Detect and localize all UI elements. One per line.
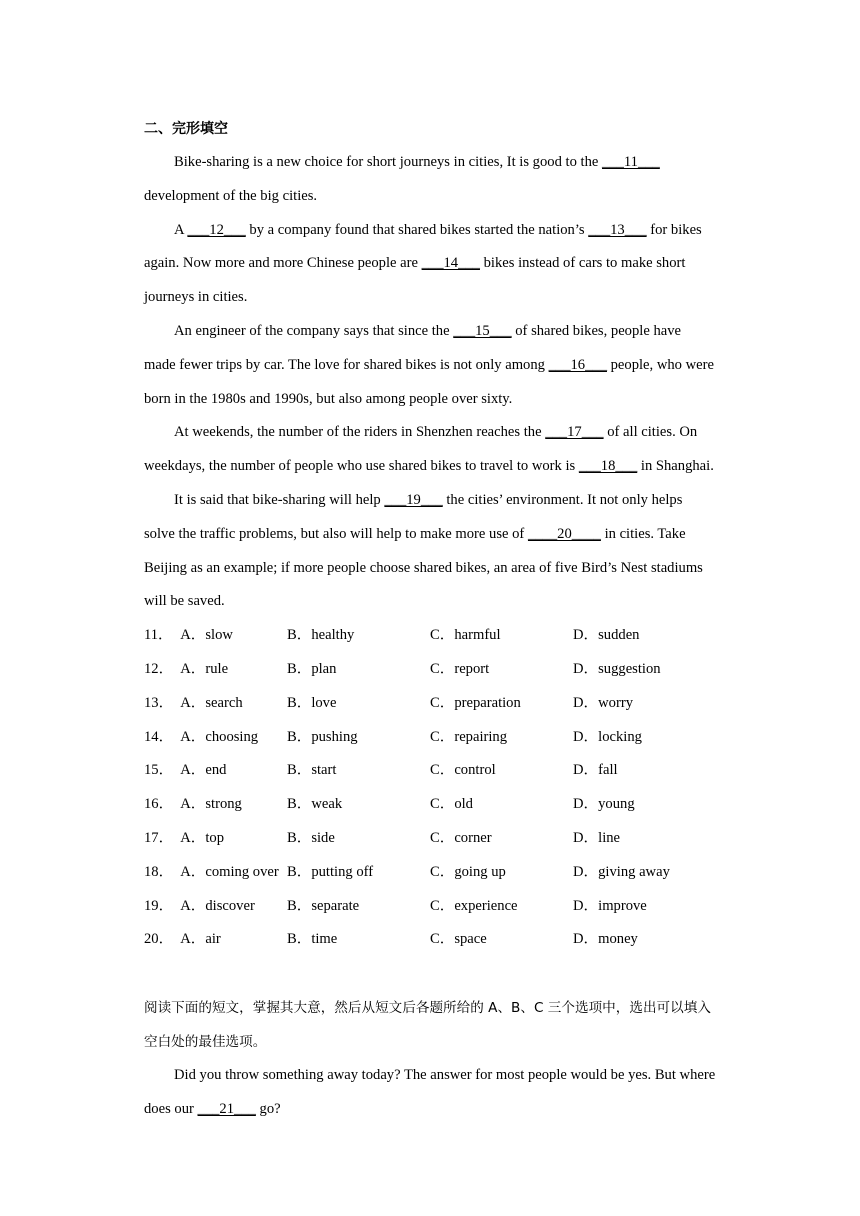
question-number: 19． bbox=[144, 897, 174, 914]
passage-text: by a company found that shared bikes started the nation’s bbox=[245, 221, 589, 238]
answer-option[interactable]: C．experience bbox=[430, 897, 518, 914]
answer-option[interactable]: A．search bbox=[180, 694, 243, 711]
passage-text: for bikes again. Now more and more Chinese people are bbox=[144, 221, 702, 272]
cloze-passage bbox=[144, 146, 716, 619]
document-page bbox=[144, 112, 716, 1127]
passage-paragraph bbox=[144, 315, 716, 416]
answer-option[interactable]: C．repairing bbox=[430, 728, 508, 745]
answer-option[interactable]: D．improve bbox=[573, 897, 647, 914]
passage-text: in cities. Take Beijing as an example; if more people choose shared bikes, an area of five Bird’s Nest stadiums will be saved. bbox=[144, 525, 703, 610]
passage-text: development of the big cities. bbox=[144, 187, 318, 204]
answer-option[interactable]: B．pushing bbox=[287, 728, 358, 745]
question-number: 17． bbox=[144, 829, 174, 846]
answer-option[interactable]: A．air bbox=[180, 931, 221, 948]
answer-option[interactable]: B．love bbox=[287, 694, 337, 711]
answer-option[interactable]: D．worry bbox=[573, 694, 633, 711]
answer-option[interactable]: D．suggestion bbox=[573, 660, 661, 677]
answer-blank: ___15___ bbox=[453, 322, 512, 339]
answer-option[interactable]: A．discover bbox=[180, 897, 255, 914]
question-number: 18． bbox=[144, 863, 174, 880]
answer-option[interactable]: D．sudden bbox=[573, 627, 640, 644]
answer-option[interactable]: D．locking bbox=[573, 728, 642, 745]
answer-option[interactable]: C．harmful bbox=[430, 627, 501, 644]
question-number: 11． bbox=[144, 627, 173, 644]
passage-paragraph bbox=[144, 1059, 716, 1127]
reading-passage bbox=[144, 1059, 716, 1127]
reading-section bbox=[144, 991, 716, 1127]
passage-text: the cities’ environment. It not only helps solve the traffic problems, but also will help to make more use of bbox=[144, 491, 683, 542]
passage-paragraph bbox=[144, 146, 716, 214]
passage-paragraph bbox=[144, 484, 716, 619]
answer-blank: ___19___ bbox=[384, 491, 443, 508]
passage-text: Did you throw something away today? The answer for most people would be yes. But where does our bbox=[144, 1067, 716, 1117]
question-row bbox=[144, 619, 716, 653]
question-number: 14． bbox=[144, 728, 174, 745]
question-options bbox=[144, 619, 716, 957]
answer-option[interactable]: A．strong bbox=[180, 796, 242, 813]
answer-option[interactable]: D．giving away bbox=[573, 863, 670, 880]
answer-option[interactable]: B．separate bbox=[287, 897, 360, 914]
answer-blank: ___12___ bbox=[187, 221, 246, 238]
passage-paragraph bbox=[144, 214, 716, 315]
answer-option[interactable]: B．weak bbox=[287, 796, 343, 813]
question-number: 12． bbox=[144, 660, 174, 677]
answer-option[interactable]: C．space bbox=[430, 931, 487, 948]
passage-text: in Shanghai. bbox=[637, 458, 714, 475]
question-row bbox=[144, 687, 716, 721]
answer-option[interactable]: D．young bbox=[573, 796, 635, 813]
answer-option[interactable]: B．putting off bbox=[287, 863, 374, 880]
answer-option[interactable]: D．fall bbox=[573, 762, 618, 779]
question-number: 15． bbox=[144, 762, 174, 779]
answer-blank: ___21___ bbox=[197, 1100, 256, 1117]
question-number: 13． bbox=[144, 694, 174, 711]
answer-option[interactable]: C．preparation bbox=[430, 694, 521, 711]
passage-text: of all cities. On weekdays, the number of people who use shared bikes to travel to work is bbox=[144, 424, 698, 475]
section-title: 二、完形填空 bbox=[144, 121, 228, 137]
answer-blank: ___17___ bbox=[545, 424, 604, 441]
passage-text: It is said that bike-sharing will help bbox=[174, 491, 385, 508]
answer-option[interactable]: B．side bbox=[287, 829, 335, 846]
section-instruction: 阅读下面的短文，掌握其大意，然后从短文后各题所给的 A、B、C 三个选项中，选出可以填入空白处的最佳选项。 bbox=[144, 1000, 711, 1051]
passage-paragraph bbox=[144, 416, 716, 484]
answer-option[interactable]: C．old bbox=[430, 796, 473, 813]
answer-option[interactable]: C．report bbox=[430, 660, 490, 677]
answer-blank: ___13___ bbox=[588, 221, 647, 238]
answer-option[interactable]: A．rule bbox=[180, 660, 229, 677]
answer-blank: ____20____ bbox=[527, 525, 601, 542]
answer-blank: ___16___ bbox=[548, 356, 607, 373]
answer-option[interactable]: B．start bbox=[287, 762, 337, 779]
answer-option[interactable]: A．top bbox=[180, 829, 225, 846]
answer-option[interactable]: B．plan bbox=[287, 660, 337, 677]
question-number: 16． bbox=[144, 796, 174, 813]
answer-option[interactable]: B．healthy bbox=[287, 627, 355, 644]
answer-option[interactable]: D．line bbox=[573, 829, 621, 846]
passage-text: An engineer of the company says that since the bbox=[174, 322, 454, 339]
passage-text: At weekends, the number of the riders in Shenzhen reaches the bbox=[174, 424, 546, 441]
answer-option[interactable]: A．end bbox=[180, 762, 227, 779]
question-row bbox=[144, 653, 716, 687]
question-row bbox=[144, 856, 716, 890]
answer-option[interactable]: A．choosing bbox=[180, 728, 259, 745]
answer-option[interactable]: C．going up bbox=[430, 863, 506, 880]
answer-option[interactable]: C．control bbox=[430, 762, 496, 779]
question-row bbox=[144, 754, 716, 788]
answer-blank: ___18___ bbox=[578, 458, 638, 475]
passage-text: A bbox=[174, 221, 188, 238]
answer-option[interactable]: A．slow bbox=[180, 627, 233, 644]
passage-text: of shared bikes, people have made fewer trips by car. The love for shared bikes is not only among bbox=[144, 322, 681, 373]
passage-text: bikes instead of cars to make short journeys in cities. bbox=[144, 255, 686, 306]
passage-text: go? bbox=[255, 1100, 281, 1117]
question-row bbox=[144, 788, 716, 822]
passage-text: Bike-sharing is a new choice for short journeys in cities, It is good to the bbox=[174, 154, 602, 170]
answer-blank: ___11___ bbox=[602, 154, 660, 170]
answer-option[interactable]: A．coming over bbox=[180, 863, 279, 880]
question-row bbox=[144, 923, 716, 957]
answer-option[interactable]: D．money bbox=[573, 931, 638, 948]
question-number: 20． bbox=[144, 931, 174, 948]
question-row bbox=[144, 721, 716, 755]
answer-option[interactable]: C．corner bbox=[430, 829, 492, 846]
question-row bbox=[144, 822, 716, 856]
question-row bbox=[144, 890, 716, 924]
answer-blank: ___14___ bbox=[421, 255, 480, 272]
answer-option[interactable]: B．time bbox=[287, 931, 338, 948]
passage-text: people, who were born in the 1980s and 1990s, but also among people over sixty. bbox=[144, 356, 714, 407]
